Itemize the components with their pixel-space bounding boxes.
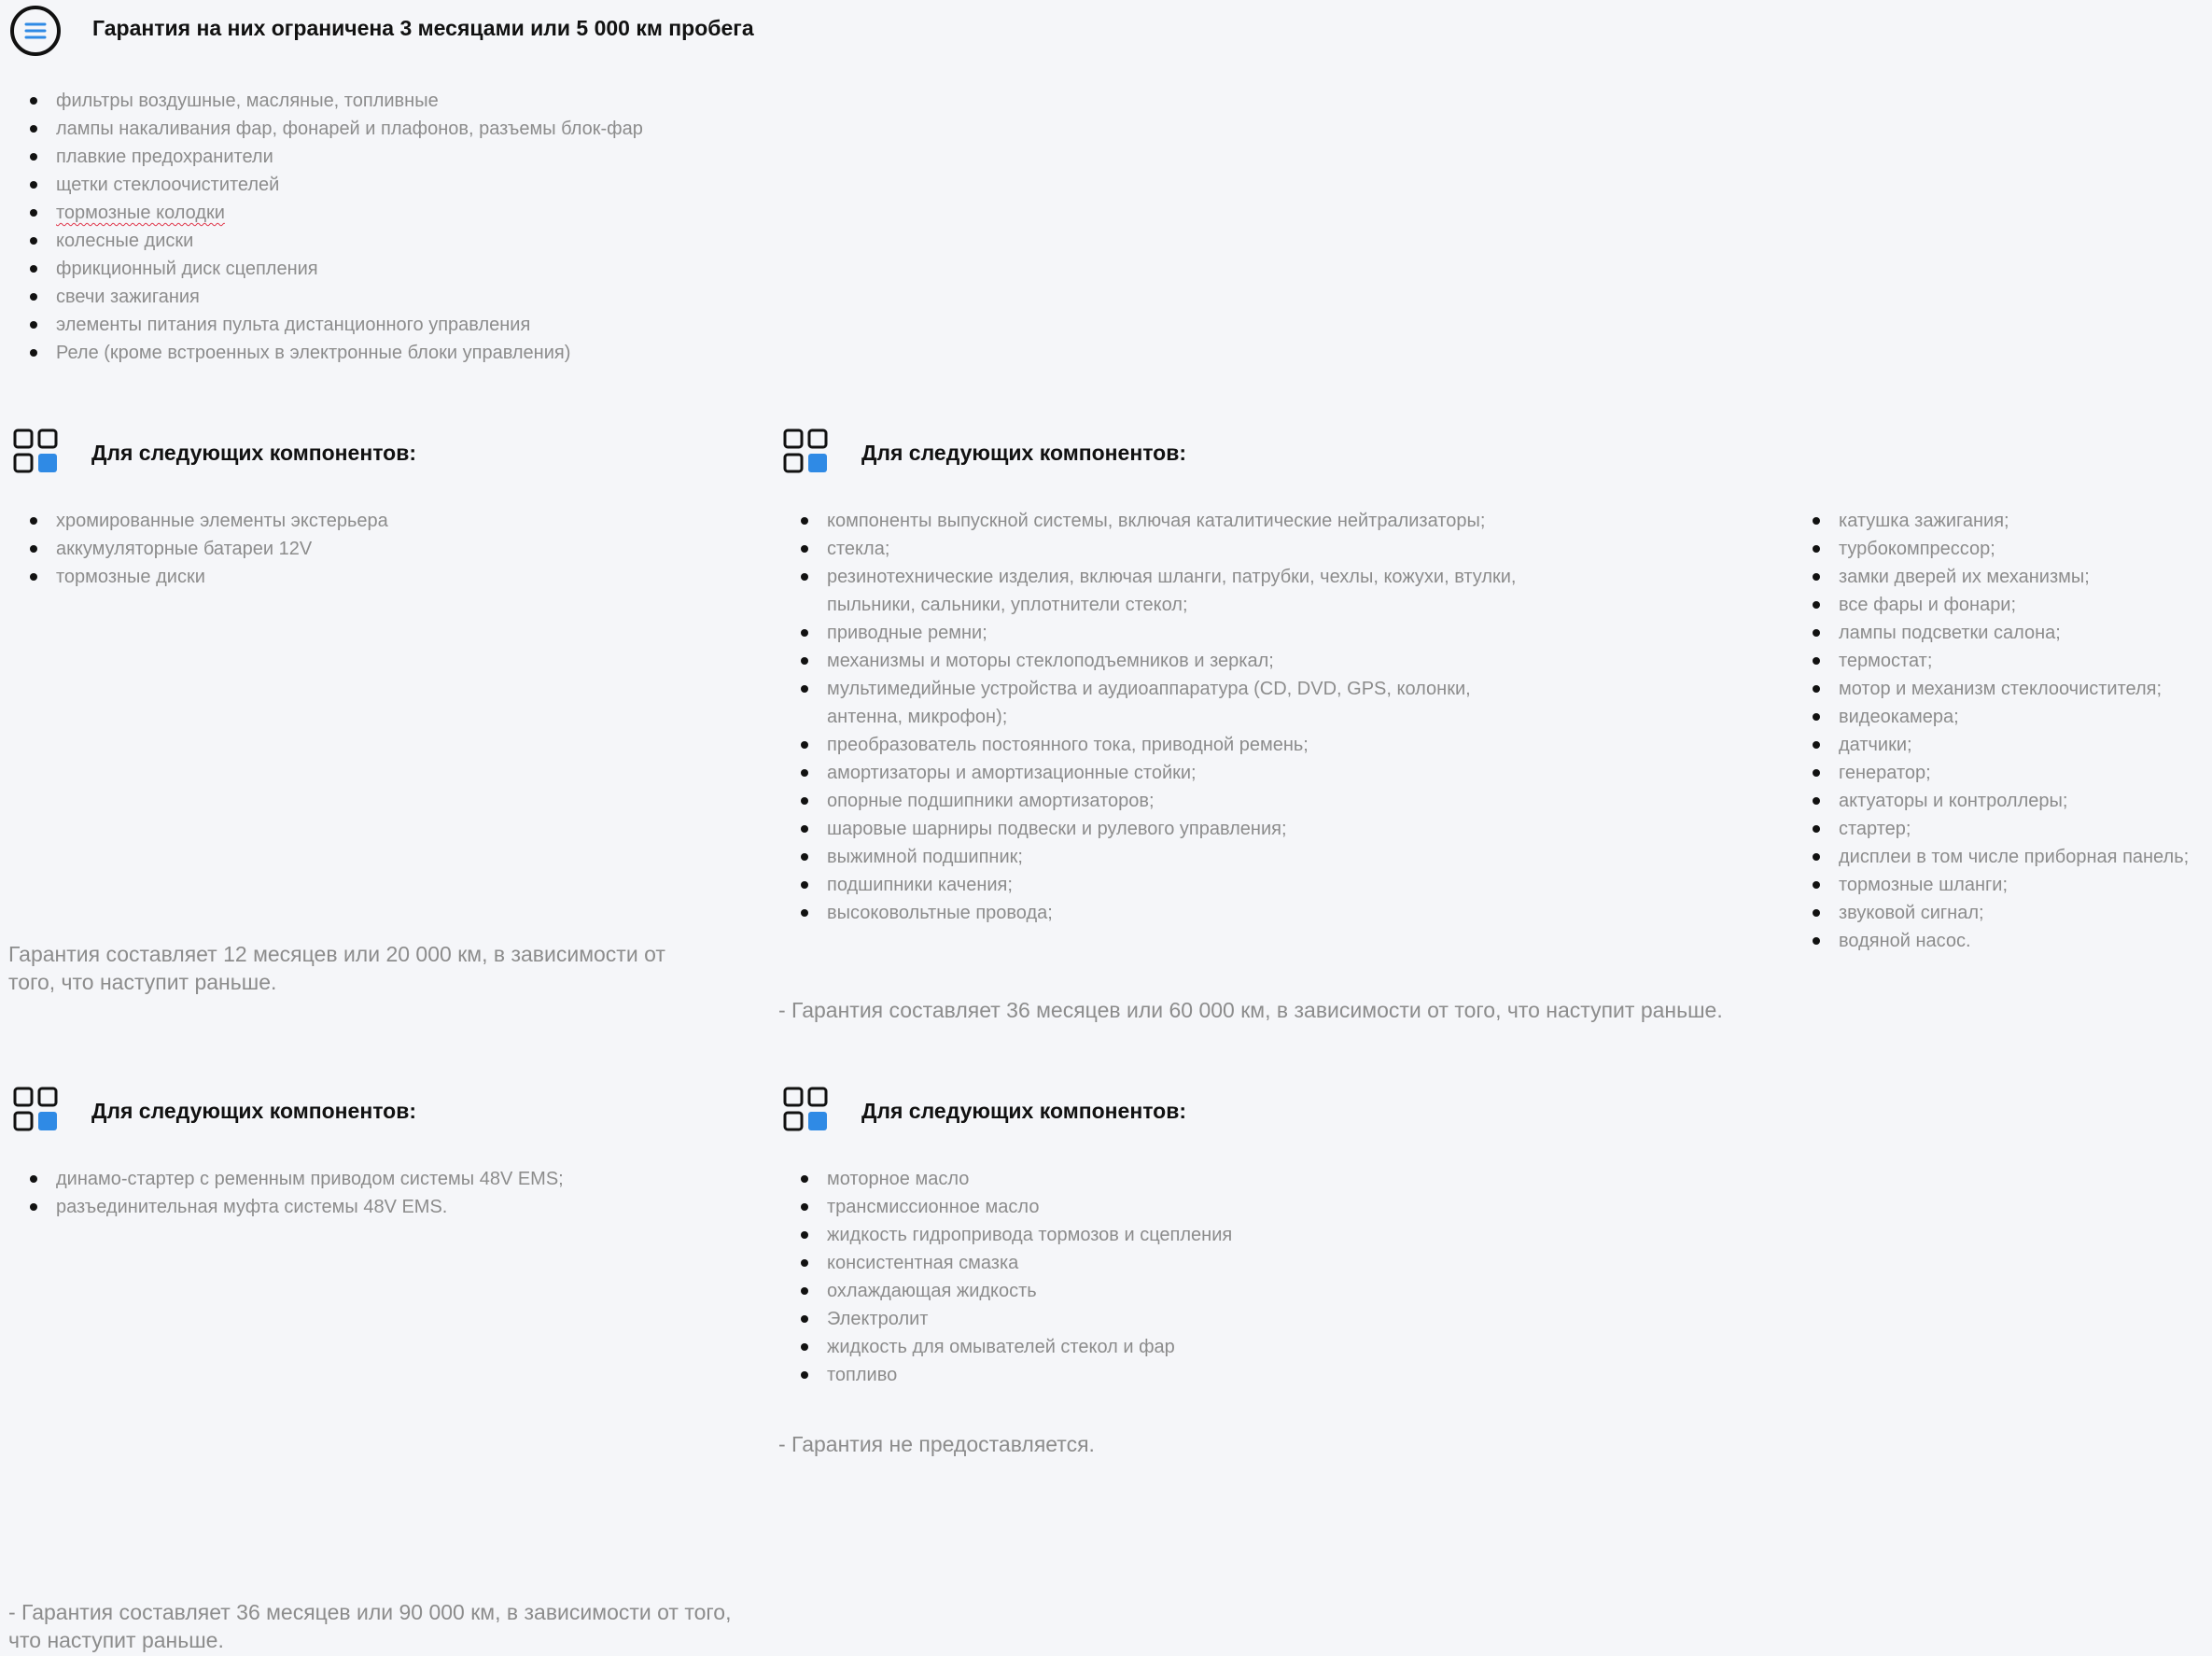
list-item: плавкие предохранители [9, 143, 756, 171]
list-item: трансмиссионное масло [780, 1193, 1620, 1221]
list-item: элементы питания пульта дистанционного управления [9, 311, 756, 339]
list-item: водяной насос. [1792, 927, 2212, 955]
list-item: свечи зажигания [9, 283, 756, 311]
list-item: механизмы и моторы стеклоподъемников и зеркал; [780, 647, 1518, 675]
section-title: Для следующих компонентов: [91, 1099, 417, 1123]
list-item: аккумуляторные батареи 12V [9, 535, 719, 563]
list-item: моторное масло [780, 1165, 1620, 1193]
list-item: фильтры воздушные, масляные, топливные [9, 87, 756, 115]
section-title: Для следующих компонентов: [91, 441, 417, 465]
list-item: приводные ремни; [780, 619, 1518, 647]
section-list [9, 1165, 737, 1221]
list-item: турбокомпрессор; [1792, 535, 2212, 563]
list-item: мотор и механизм стеклоочистителя; [1792, 675, 2212, 703]
list-item: все фары и фонари; [1792, 591, 2212, 619]
list-item: видеокамера; [1792, 703, 2212, 731]
list-item: звуковой сигнал; [1792, 899, 2212, 927]
list-item: разъединительная муфта системы 48V EMS. [9, 1193, 737, 1221]
list-item: катушка зажигания; [1792, 507, 2212, 535]
list-item: опорные подшипники амортизаторов; [780, 787, 1518, 815]
list-item: резинотехнические изделия, включая шланги, патрубки, чехлы, кожухи, втулки, пыльники, сальники, уплотнители стекол; [780, 563, 1518, 619]
list-item: мультимедийные устройства и аудиоаппаратура (CD, DVD, GPS, колонки, антенна, микрофон); [780, 675, 1518, 731]
section-list [9, 507, 719, 591]
section-title: Для следующих компонентов: [861, 1099, 1187, 1123]
list-item: амортизаторы и амортизационные стойки; [780, 759, 1518, 787]
warranty-note: Гарантия составляет 12 месяцев или 20 000 км, в зависимости от того, что наступит раньше. [8, 942, 665, 994]
list-item: консистентная смазка [780, 1249, 1620, 1277]
list-item: термостат; [1792, 647, 2212, 675]
list-item: динамо-стартер с ременным приводом системы 48V EMS; [9, 1165, 737, 1193]
warranty-note: - Гарантия составляет 36 месяцев или 90 000 км, в зависимости от того, что наступит раньше. [8, 1600, 732, 1652]
section-title: Для следующих компонентов: [861, 441, 1187, 465]
list-item: охлаждающая жидкость [780, 1277, 1620, 1305]
list-item: стекла; [780, 535, 1518, 563]
grid-icon [13, 1087, 58, 1131]
spellcheck-underlined-text: тормозные колодки [56, 203, 225, 223]
menu-icon[interactable] [9, 5, 62, 57]
list-item: дисплеи в том числе приборная панель; [1792, 843, 2212, 871]
list-item: выжимной подшипник; [780, 843, 1518, 871]
list-item: шаровые шарниры подвески и рулевого управления; [780, 815, 1518, 843]
section-list-col1 [780, 507, 1518, 927]
list-item: топливо [780, 1361, 1620, 1389]
list-item: генератор; [1792, 759, 2212, 787]
list-item: компоненты выпускной системы, включая каталитические нейтрализаторы; [780, 507, 1518, 535]
grid-icon [783, 1087, 828, 1131]
list-item: датчики; [1792, 731, 2212, 759]
list-item: фрикционный диск сцепления [9, 255, 756, 283]
list-item: стартер; [1792, 815, 2212, 843]
warranty-note: - Гарантия составляет 36 месяцев или 60 000 км, в зависимости от того, что наступит раньше. [778, 998, 1723, 1022]
list-item [9, 199, 756, 227]
list-item: тормозные диски [9, 563, 719, 591]
list-item: высоковольтные провода; [780, 899, 1518, 927]
list-item: преобразователь постоянного тока, приводной ремень; [780, 731, 1518, 759]
list-item: актуаторы и контроллеры; [1792, 787, 2212, 815]
list-item: лампы подсветки салона; [1792, 619, 2212, 647]
section-list-col2 [1792, 507, 2212, 955]
list-item: подшипники качения; [780, 871, 1518, 899]
list-item: колесные диски [9, 227, 756, 255]
list-item: замки дверей их механизмы; [1792, 563, 2212, 591]
list-item: щетки стеклоочистителей [9, 171, 756, 199]
list-item: тормозные шланги; [1792, 871, 2212, 899]
list-item: хромированные элементы экстерьера [9, 507, 719, 535]
warranty-note: - Гарантия не предоставляется. [778, 1432, 1095, 1456]
list-item: Реле (кроме встроенных в электронные блоки управления) [9, 339, 756, 367]
grid-icon [13, 428, 58, 473]
list-item: жидкость гидропривода тормозов и сцепления [780, 1221, 1620, 1249]
page-title: Гарантия на них ограничена 3 месяцами или 5 000 км пробега [92, 16, 754, 40]
top-list [9, 87, 756, 367]
list-item: жидкость для омывателей стекол и фар [780, 1333, 1620, 1361]
list-item: лампы накаливания фар, фонарей и плафонов, разъемы блок-фар [9, 115, 756, 143]
grid-icon [783, 428, 828, 473]
list-item: Электролит [780, 1305, 1620, 1333]
section-list [780, 1165, 1620, 1389]
